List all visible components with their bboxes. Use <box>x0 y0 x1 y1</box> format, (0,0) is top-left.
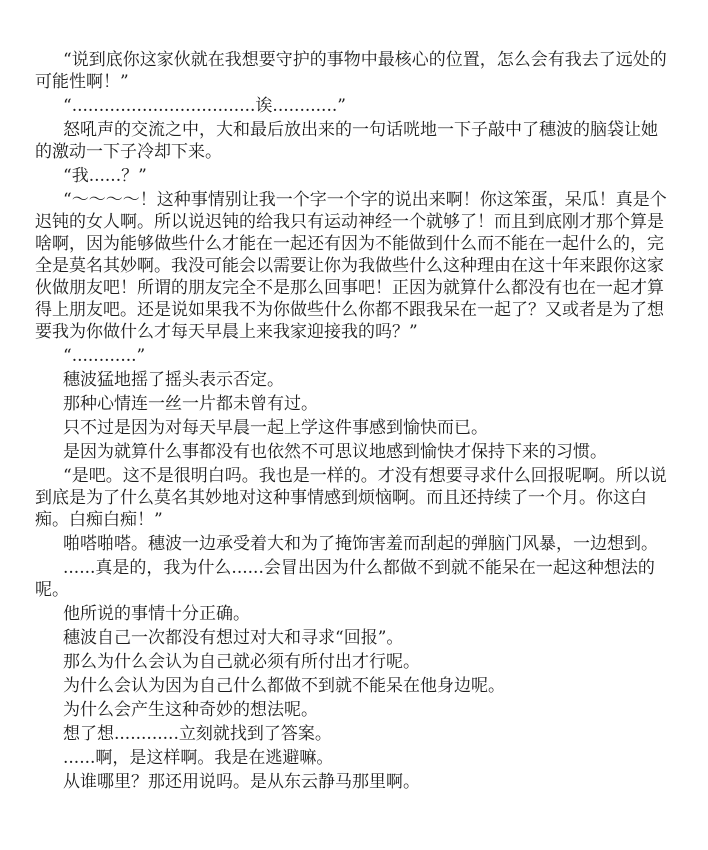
text-line: “............” <box>63 346 146 366</box>
paragraph <box>35 603 672 625</box>
paragraph <box>35 771 672 793</box>
paragraph <box>35 95 672 117</box>
paragraph <box>35 417 672 439</box>
paragraph <box>35 557 672 601</box>
paragraph <box>35 699 672 721</box>
text-line: “..................................诶............” <box>63 96 346 116</box>
paragraph <box>35 651 672 673</box>
paragraph <box>35 675 672 697</box>
paragraph <box>35 165 672 187</box>
paragraph <box>35 119 672 163</box>
paragraph <box>35 533 672 555</box>
paragraph <box>35 723 672 745</box>
paragraph <box>35 441 672 463</box>
text-line: 要我为你做什么才每天早晨上来我家迎接我的吗？” <box>35 322 418 342</box>
text-line: 那么为什么会认为自己就必须有所付出才行呢。 <box>63 652 420 672</box>
text-line: 到底是为了什么莫名其妙地对这种事情感到烦恼啊。而且还持续了一个月。你这白 <box>35 488 647 508</box>
text-line: 他所说的事情十分正确。 <box>63 604 250 624</box>
text-line: 是因为就算什么事都没有也依然不可思议地感到愉快才保持下来的习惯。 <box>63 442 607 462</box>
text-line: 迟钝的女人啊。所以说迟钝的给我只有运动神经一个就够了！而且到底刚才那个算是 <box>35 212 664 232</box>
paragraph <box>35 393 672 415</box>
text-line: “是吧。这不是很明白吗。我也是一样的。才没有想要寻求什么回报呢啊。所以说 <box>63 466 667 486</box>
text-line: “说到底你这家伙就在我想要守护的事物中最核心的位置，怎么会有我去了远处的 <box>63 50 667 70</box>
paragraph <box>35 369 672 391</box>
text-line: 那种心情连一丝一片都未曾有过。 <box>63 394 318 414</box>
text-line: 可能性啊！” <box>35 72 129 92</box>
paragraph <box>35 189 672 343</box>
text-line: “我......？” <box>63 166 147 186</box>
paragraph <box>35 465 672 531</box>
text-line: 得上朋友吧。还是说如果我不为你做些什么你都不跟我呆在一起了？又或者是为了想 <box>35 300 664 320</box>
text-line: 穗波自己一次都没有想过对大和寻求“回报”。 <box>63 628 404 648</box>
paragraph <box>35 49 672 93</box>
paragraph <box>35 747 672 769</box>
text-line: 从谁哪里？那还用说吗。是从东云静马那里啊。 <box>63 772 420 792</box>
text-line: 痴。白痴白痴！” <box>35 510 163 530</box>
text-line: 只不过是因为对每天早晨一起上学这件事感到愉快而已。 <box>63 418 488 438</box>
text-line: 为什么会产生这种奇妙的想法呢。 <box>63 700 318 720</box>
text-line: ......啊，是这样啊。我是在逃避嘛。 <box>63 748 334 768</box>
text-line: 想了想............立刻就找到了答案。 <box>63 724 332 744</box>
text-line: 啪嗒啪嗒。穗波一边承受着大和为了掩饰害羞而刮起的弹脑门风暴，一边想到。 <box>63 534 658 554</box>
paragraph <box>35 627 672 649</box>
text-line: 为什么会认为因为自己什么都做不到就不能呆在他身边呢。 <box>63 676 505 696</box>
paragraph <box>35 345 672 367</box>
text-line: 怒吼声的交流之中，大和最后放出来的一句话咣地一下子敲中了穗波的脑袋让她 <box>63 120 658 140</box>
text-line: 啥啊，因为能够做些什么才能在一起还有因为不能做到什么而不能在一起什么的，完 <box>35 234 664 254</box>
text-line: 全是莫名其妙啊。我没可能会以需要让你为我做些什么这种理由在这十年来跟你这家 <box>35 256 664 276</box>
text-line: 的激动一下子冷却下来。 <box>35 142 222 162</box>
text-line: ......真是的，我为什么......会冒出因为什么都做不到就不能呆在一起这种想法的 <box>63 558 655 578</box>
text-line: 呢。 <box>35 580 69 600</box>
text-line: “～～～～！这种事情别让我一个字一个字的说出来啊！你这笨蛋，呆瓜！真是个 <box>63 190 667 210</box>
text-line: 伙做朋友吧！所谓的朋友完全不是那么回事吧！正因为就算什么都没有也在一起才算 <box>35 278 664 298</box>
text-line: 穗波猛地摇了摇头表示否定。 <box>63 370 284 390</box>
